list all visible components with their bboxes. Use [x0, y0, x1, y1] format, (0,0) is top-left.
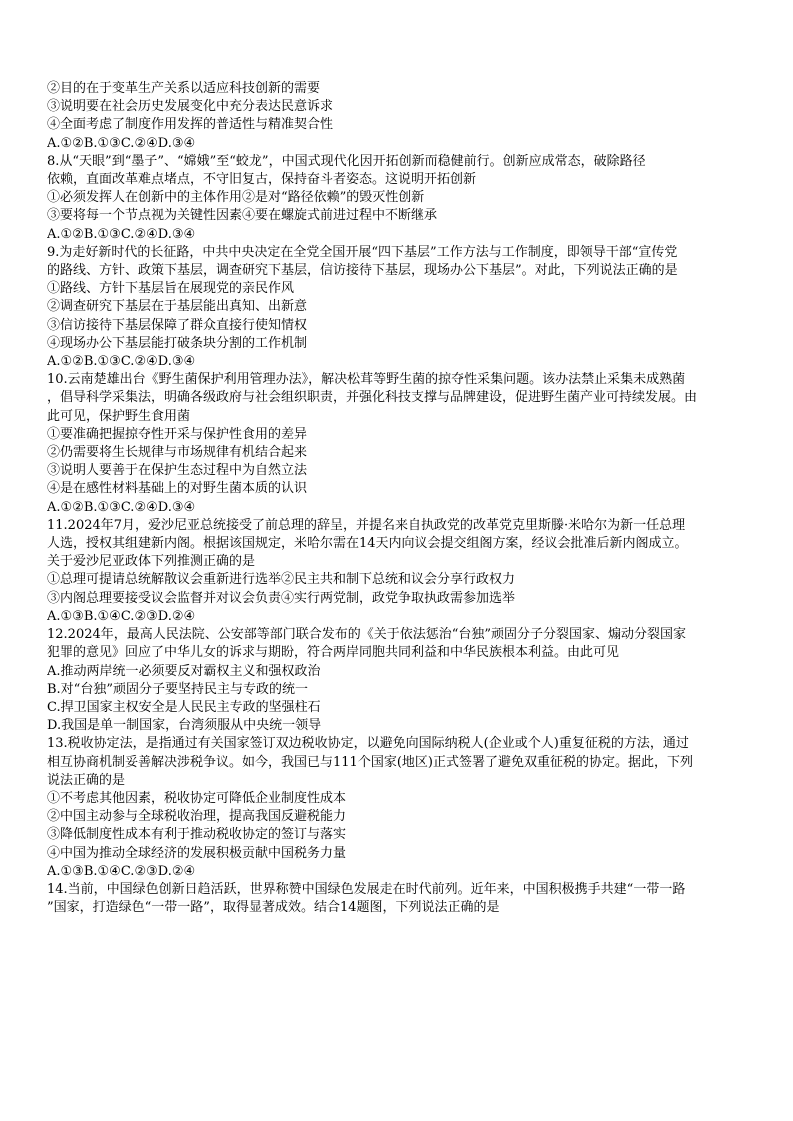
- exam-page: [47, 80, 757, 917]
- answer-choices: A.①③B.①④C.②③D.②④: [47, 863, 196, 879]
- option-line: A.推动两岸统一必须要反对霸权主义和强权政治: [47, 663, 321, 679]
- question-stem: 关于爱沙尼亚政体下列推测正确的是: [47, 554, 256, 570]
- option-line: D.我国是单一制国家，台湾须服从中央统一领导: [47, 718, 322, 734]
- answer-choices: A.①②B.①③C.②④D.③④: [47, 499, 196, 515]
- option-line: ④现场办公下基层能打破条块分割的工作机制: [47, 335, 308, 351]
- question-9: [47, 244, 757, 371]
- option-line: ③说明要在社会历史发展变化中充分表达民意诉求: [47, 99, 334, 115]
- option-line: C.捍卫国家主权安全是人民民主专政的坚强柱石: [47, 699, 321, 715]
- question-stem: 相互协商机制妥善解决涉税争议。如今，我国已与111个国家(地区)正式签署了避免双重征税的协定。据此，下列: [47, 754, 693, 770]
- option-line: ①路线、方针下基层旨在展现党的亲民作风: [47, 281, 295, 297]
- option-line: ④中国为推动全球经济的发展积极贡献中国税务力量: [47, 845, 347, 861]
- option-line: ①必须发挥人在创新中的主体作用②是对“路径依赖”的毁灭性创新: [47, 190, 425, 206]
- question-stem: 11.2024年7月，爱沙尼亚总统接受了前总理的辞呈，并提名来自执政党的改革党克里斯滕·米哈尔为新一任总理: [47, 517, 686, 533]
- answer-choices: A.①②B.①③C.②④D.③④: [47, 135, 196, 151]
- question-stem: 8.从“天眼”到“墨子”、“嫦娥”至“蛟龙”，中国式现代化因开拓创新而稳健前行。创新应成常态，破除路径: [47, 153, 646, 169]
- question-11: [47, 517, 757, 626]
- question-stem: 人选，授权其组建新内阁。根据该国规定，米哈尔需在14天内向议会提交组阁方案，经议会批准后新内阁成立。: [47, 536, 688, 552]
- option-line: ①不考虑其他因素，税收协定可降低企业制度性成本: [47, 790, 347, 806]
- question-stem: 9.为走好新时代的长征路，中共中央决定在全党全国开展“四下基层”工作方法与工作制度，即领导干部“宣传党: [47, 244, 678, 260]
- question-stem: 10.云南楚雄出台《野生菌保护利用管理办法》，解决松茸等野生菌的掠夺性采集问题。该办法禁止采集未成熟菌: [47, 372, 686, 388]
- option-line: ④是在感性材料基础上的对野生菌本质的认识: [47, 481, 308, 497]
- option-line: ②中国主动参与全球税收治理，提高我国反避税能力: [47, 809, 347, 825]
- question-stem: 12.2024年，最高人民法院、公安部等部门联合发布的《关于依法惩治“台独”顽固分子分裂国家、煽动分裂国家: [47, 627, 687, 643]
- question-13: [47, 735, 757, 881]
- answer-choices: A.①③B.①④C.②③D.②④: [47, 608, 196, 624]
- question-stem: 13.税收协定法，是指通过有关国家签订双边税收协定，以避免向国际纳税人(企业或个人)重复征税的方法，通过: [47, 736, 689, 752]
- option-line: ③降低制度性成本有利于推动税收协定的签订与落实: [47, 827, 347, 843]
- question-stem: ，倡导科学采集法，明确各级政府与社会组织职责，并强化科技支撑与品牌建设，促进野生菌产业可持续发展。由: [47, 390, 698, 406]
- option-line: ③信访接待下基层保障了群众直接行使知情权: [47, 317, 308, 333]
- option-line: ③说明人要善于在保护生态过程中为自然立法: [47, 463, 308, 479]
- option-line: ②仍需要将生长规律与市场规律有机结合起来: [47, 445, 308, 461]
- option-line: ④全面考虑了制度作用发挥的普适性与精准契合性: [47, 117, 334, 133]
- option-line: B.对“台独”顽固分子要坚持民主与专政的统一: [47, 681, 308, 697]
- question-10: [47, 371, 757, 517]
- question-stem: ”国家，打造绿色“一带一路”，取得显著成效。结合14题图，下列说法正确的是: [47, 900, 500, 916]
- answer-choices: A.①②B.①③C.②④D.③④: [47, 354, 196, 370]
- question-stem: 说法正确的是: [47, 772, 126, 788]
- question-stem: 14.当前，中国绿色创新日趋活跃，世界称赞中国绿色发展走在时代前列。近年来，中国积极携手共建“一带一路: [47, 881, 686, 897]
- answer-choices: A.①②B.①③C.②④D.③④: [47, 226, 196, 242]
- option-line: ②调查研究下基层在于基层能出真知、出新意: [47, 299, 308, 315]
- question-14: [47, 881, 757, 917]
- option-line: ③内阁总理要接受议会监督并对议会负责④实行两党制，政党争取执政需参加选举: [47, 590, 516, 606]
- option-line: ①要准确把握掠夺性开采与保护性食用的差异: [47, 426, 308, 442]
- question-8: [47, 153, 757, 244]
- option-line: ②目的在于变革生产关系以适应科技创新的需要: [47, 81, 321, 96]
- question-stem: 犯罪的意见》回应了中华儿女的诉求与期盼，符合两岸同胞共同利益和中华民族根本利益。由此可见: [47, 645, 620, 661]
- question-12: [47, 626, 757, 735]
- question-stem: 此可见，保护野生食用菌: [47, 408, 191, 424]
- question-stem: 依赖，直面改革难点堵点，不守旧复古，保持奋斗者姿态。这说明开拓创新: [47, 172, 477, 188]
- question-stem: 的路线、方针、政策下基层，调查研究下基层，信访接待下基层，现场办公下基层”。对此，下列说法正确的是: [47, 263, 678, 279]
- prev-question-options: [47, 80, 757, 153]
- option-line: ①总理可提请总统解散议会重新进行选举②民主共和制下总统和议会分享行政权力: [47, 572, 516, 588]
- option-line: ③要将每一个节点视为关键性因素④要在螺旋式前进过程中不断继承: [47, 208, 438, 224]
